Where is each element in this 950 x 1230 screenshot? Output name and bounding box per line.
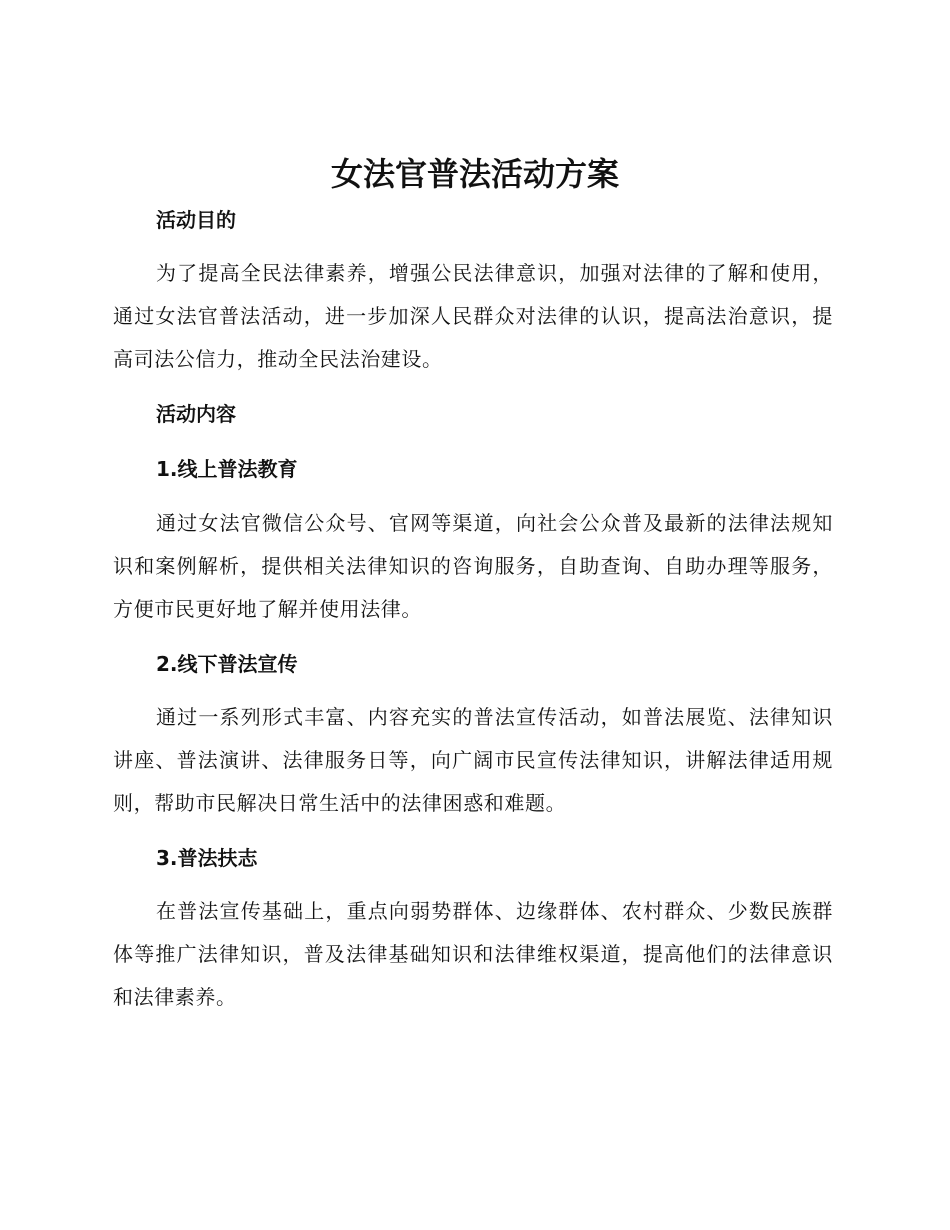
section-paragraph-offline: 通过一系列形式丰富、内容充实的普法宣传活动，如普法展览、法律知识讲座、普法演讲、法律服务日等，向广阔市民宣传法律知识，讲解法律适用规则，帮助市民解决日常生活中的法律困惑和难题。 bbox=[113, 705, 833, 815]
section-paragraph-purpose: 为了提高全民法律素养，增强公民法律意识，加强对法律的了解和使用，通过女法官普法活动，进一步加深人民群众对法律的认识，提高法治意识，提高司法公信力，推动全民法治建设。 bbox=[113, 261, 833, 371]
section-heading-support: 3.普法扶志 bbox=[156, 846, 258, 870]
section-heading-online: 1.线上普法教育 bbox=[156, 457, 298, 481]
document-title: 女法官普法活动方案 bbox=[330, 155, 619, 193]
section-heading-purpose: 活动目的 bbox=[156, 208, 236, 232]
section-paragraph-support: 在普法宣传基础上，重点向弱势群体、边缘群体、农村群众、少数民族群体等推广法律知识，普及法律基础知识和法律维权渠道，提高他们的法律意识和法律素养。 bbox=[113, 899, 833, 1009]
section-paragraph-online: 通过女法官微信公众号、官网等渠道，向社会公众普及最新的法律法规知识和案例解析，提供相关法律知识的咨询服务，自助查询、自助办理等服务，方便市民更好地了解并使用法律。 bbox=[113, 511, 833, 621]
section-heading-offline: 2.线下普法宣传 bbox=[156, 652, 298, 676]
section-heading-content: 活动内容 bbox=[156, 402, 236, 426]
